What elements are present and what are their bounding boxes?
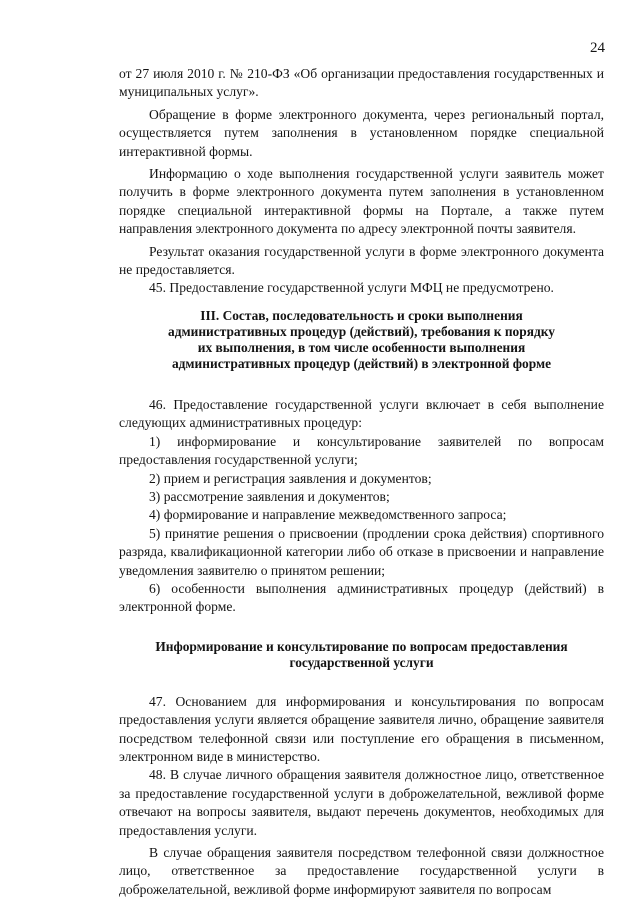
paragraph-status-info: Информацию о ходе выполнения государственной услуги заявитель может получить в форме электронного документа путем заполнения в установленном порядке специальной интерактивной формы на Портале, а также путем направления электронного документа по адресу электронной почты заявителя.	[119, 166, 604, 237]
paragraph-phone-appeal: В случае обращения заявителя посредством телефонной связи должностное лицо, ответственное за предоставление государственной услуги в доброжелательной, вежливой форме информируют заявителя по вопросам	[119, 845, 604, 897]
document-body	[119, 65, 604, 899]
paragraph-47: 47. Основанием для информирования и консультирования по вопросам предоставления услуги является обращение заявителя лично, обращение заявителя посредством телефонной связи или поступление его обращения в письменном, электронном виде в министерство.	[119, 693, 604, 764]
paragraph-law-reference: от 27 июля 2010 г. № 210-ФЗ «Об организации предоставления государственных и муниципальных услуг».	[119, 66, 604, 100]
subsection-heading	[119, 639, 604, 671]
section-3-heading-line: административных процедур (действий) в электронной форме	[171, 355, 552, 371]
paragraph-45: 45. Предоставление государственной услуги МФЦ не предусмотрено.	[149, 280, 554, 296]
procedure-item-2: 2) прием и регистрация заявления и документов;	[149, 470, 432, 486]
procedure-item-5: 5) принятие решения о присвоении (продлении срока действия) спортивного разряда, квалификационной категории либо об отказе в присвоении и направление уведомления заявителю о принятом решении;	[119, 525, 604, 578]
procedure-item-3: 3) рассмотрение заявления и документов;	[149, 488, 390, 504]
paragraph-48: 48. В случае личного обращения заявителя должностное лицо, ответственное за предоставление государственной услуги в доброжелательной, вежливой форме отвечают на вопросы заявителя, выдают перечень документов, необходимых для предоставления услуги.	[119, 767, 604, 838]
section-3-heading	[119, 308, 604, 372]
page-number: 24	[590, 40, 605, 56]
subsection-heading-line: Информирование и консультирование по вопросам предоставления	[155, 638, 568, 654]
paragraph-result: Результат оказания государственной услуги в форме электронного документа не предоставляется.	[119, 243, 604, 278]
section-3-heading-line: административных процедур (действий), требования к порядку	[168, 323, 555, 339]
procedure-item-1: 1) информирование и консультирование заявителей по вопросам предоставления государственной услуги;	[119, 433, 604, 468]
procedure-item-4: 4) формирование и направление межведомственного запроса;	[149, 507, 507, 523]
paragraph-46: 46. Предоставление государственной услуги включает в себя выполнение следующих административных процедур:	[119, 396, 604, 431]
section-3-heading-line: III. Состав, последовательность и сроки выполнения	[200, 307, 523, 323]
subsection-heading-line: государственной услуги	[289, 654, 434, 670]
paragraph-portal-appeal: Обращение в форме электронного документа, через региональный портал, осуществляется путем заполнения в установленном порядке специальной интерактивной формы.	[119, 106, 604, 159]
procedure-item-6: 6) особенности выполнения административных процедур (действий) в электронной форме.	[119, 580, 604, 615]
section-3-heading-line: их выполнения, в том числе особенности выполнения	[197, 339, 526, 355]
